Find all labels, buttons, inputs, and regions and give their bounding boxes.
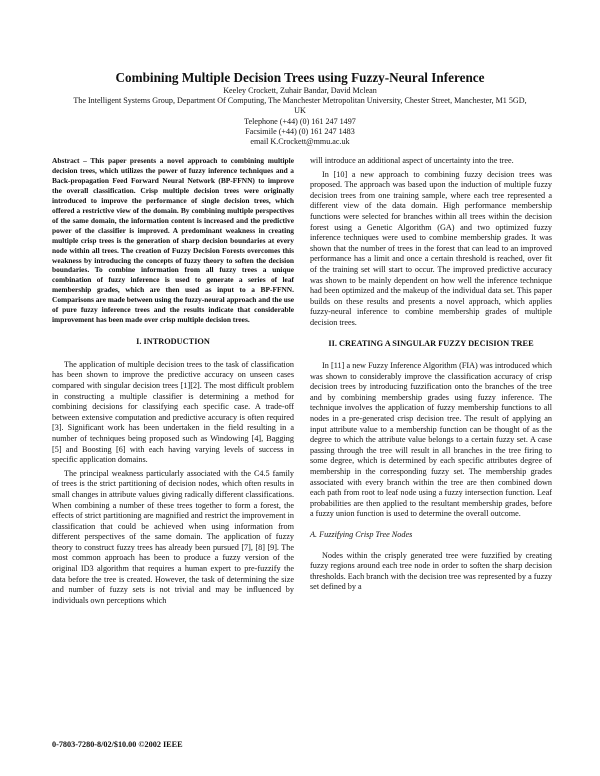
subsection-heading-fuzzifying: A. Fuzzifying Crisp Tree Nodes bbox=[310, 530, 413, 539]
intro-paragraph-1: The application of multiple decision trees to the task of classification has been shown to improve the predictive accuracy on unseen cases compared with singular decision trees [1][2]. The most difficult problem in constructing a multiple classifier is determining a method for combining decisions for classifying each specific case. A trade-off between extensive computation and predictive accuracy is often required [3]. Significant work has been undertaken in the field resulting in a number of techniques being proposed such as Windowing [4], Bagging [5] and Boosting [6] with each having varying levels of success in specific application domains. bbox=[52, 359, 294, 465]
abstract: Abstract – This paper presents a novel approach to combining multiple decision trees, which utilizes the power of fuzzy inference techniques and a Back-propagation Feed Forward Neural Network (BP-FFNN) to improve the overall classification. Crisp multiple decision trees were originally introduced to improve the performance of single decision trees, which offered a restrictive view of the domain. By combining multiple perspectives of the same domain, the information content is increased and the predictive power of the classifier is improved. A predominant weakness in creating multiple crisp trees is the generation of sharp decision boundaries at every node within all trees. The creation of Fuzzy Decision Forests overcomes this weakness by introducing the concepts of fuzzy theory to soften the decision boundaries. To combine information from all fuzzy trees a unique combination of fuzzy inference is used to generate a series of leaf membership grades, which are then used as input to a BP-FFNN. Comparisons are made between using the fuzzy-neural approach and the use of pure fuzzy inference trees and the results indicate that considerable improvement has been made over crisp multiple decision trees. bbox=[52, 156, 294, 325]
section-heading-creating-tree: II. CREATING A SINGULAR FUZZY DECISION TREE bbox=[328, 338, 534, 348]
email: email K.Crockett@mmu.ac.uk bbox=[250, 137, 350, 147]
copyright-footer: 0-7803-7280-8/02/$10.00 ©2002 IEEE bbox=[52, 740, 183, 749]
paper-title: Combining Multiple Decision Trees using Fuzzy-Neural Inference bbox=[115, 70, 485, 85]
right-column bbox=[310, 156, 552, 593]
intro-continuation: will introduce an additional aspect of uncertainty into the tree. bbox=[310, 156, 514, 165]
section-heading-introduction: I. INTRODUCTION bbox=[136, 337, 210, 347]
telephone: Telephone (+44) (0) 161 247 1497 bbox=[244, 116, 356, 126]
paper-header bbox=[40, 70, 560, 147]
facsimile: Facsimile (+44) (0) 161 247 1483 bbox=[245, 126, 355, 136]
section-2-paragraph: In [11] a new Fuzzy Inference Algorithm (FIA) was introduced which was shown to considerably improve the classification accuracy of crisp decision trees by introducing fuzzification onto the branches of the tree and by combining membership grades using fuzzy inference. The technique involves the application of fuzzy membership functions to all nodes in a pre-generated crisp decision tree. The result of applying an input attribute value to a membership function can be thought of as the degree to which the attribute value belongs to a certain fuzzy set. A case passing through the tree will result in all branches in the tree firing to some degree, which is determined by each specific attributes degree of membership in the corresponding fuzzy set. The membership grades associated with every branch within the tree are then combined down each path from root to leaf node using a fuzzy intersection function. Leaf probabilities are then applied to the resultant membership grades, before a fuzzy union function is used to determine the overall outcome. bbox=[310, 361, 552, 519]
intro-paragraph-3: In [10] a new approach to combining fuzzy decision trees was proposed. The approach was based upon the induction of multiple fuzzy decision trees from one training sample, where each tree represented a different view of the data domain. High performance membership functions were selected for branches within all trees within the decision forest using a Genetic Algorithm (GA) and two optimized fuzzy inference techniques were used to combine membership grades. It was shown that the number of trees in the forest that can lead to an improved performance has a limit and once a certain threshold is reached, over fit of the training set will start to occur. The improved predictive accuracy was shown to be mainly dependent on how well the inference technique had been optimized and the makeup of the individual data set. This paper builds on these results and presents a novel approach, which applies fuzzy-neural inference to combine membership grades of multiple decision trees. bbox=[310, 169, 552, 327]
subsection-paragraph: Nodes within the crisply generated tree were fuzzified by creating fuzzy regions around each tree node in order to soften the sharp decision thresholds. Each branch with the decision tree was represented by a fuzzy set defined by a bbox=[310, 550, 552, 592]
left-column bbox=[52, 156, 294, 606]
intro-paragraph-2: The principal weakness particularly associated with the C4.5 family of trees is the strict partitioning of decision nodes, which often results in small changes in attribute values giving radically different classifications. When combining a number of these trees together to form a forest, the effects of strict partitioning are magnified and restrict the improvement in classification that could be achieved when using information from different perspectives of the same domain. The application of fuzzy theory to construct fuzzy trees has already been pursued [7], [8] [9]. The most common approach has been to produce a fuzzy version of the original ID3 algorithm that requires a human expert to pre-fuzzify the data before the tree is created. However, the task of determining the size and number of fuzzy sets is not trivial and may be influenced by individuals own perceptions which bbox=[52, 468, 294, 605]
authors: Keeley Crockett, Zuhair Bandar, David Mclean bbox=[223, 86, 377, 95]
affiliation-country: UK bbox=[294, 106, 306, 116]
affiliation: The Intelligent Systems Group, Department Of Computing, The Manchester Metropolitan University, Chester Street, Manchester, M1 5GD, bbox=[73, 96, 527, 106]
